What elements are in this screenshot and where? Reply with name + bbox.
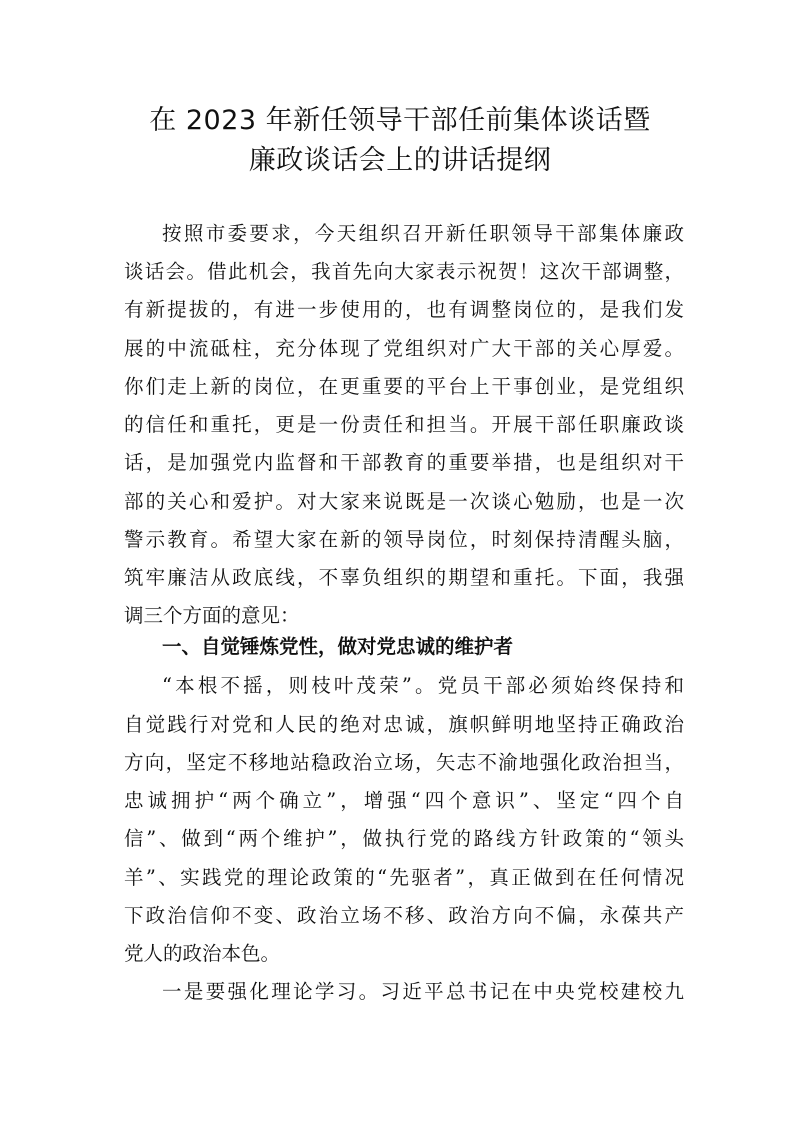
paragraph-2-line-6: 羊”、实践党的理论政策的“先驱者”，真正做到在任何情况 bbox=[124, 866, 684, 889]
paragraph-2-line-8: 党人的政治本色。 bbox=[124, 942, 281, 965]
document-title-line-2: 廉政谈话会上的讲话提纲 bbox=[248, 145, 552, 176]
paragraph-3-line-1: 一是要强化理论学习。习近平总书记在中央党校建校九 bbox=[162, 980, 684, 1003]
paragraph-2-line-3: 方向，坚定不移地站稳政治立场，矢志不渝地强化政治担当， bbox=[124, 751, 684, 774]
paragraph-2-line-2: 自觉践行对党和人民的绝对忠诚，旗帜鲜明地坚持正确政治 bbox=[124, 713, 684, 736]
paragraph-1-line-4: 展的中流砥柱，充分体现了党组织对广大干部的关心厚爱。 bbox=[124, 337, 684, 360]
paragraph-1-line-8: 部的关心和爱护。对大家来说既是一次谈心勉励，也是一次 bbox=[124, 490, 684, 513]
paragraph-1-line-11: 调三个方面的意见： bbox=[124, 604, 300, 627]
paragraph-1-line-9: 警示教育。希望大家在新的领导岗位，时刻保持清醒头脑， bbox=[124, 528, 684, 551]
paragraph-1-line-6: 的信任和重托，更是一份责任和担当。开展干部任职廉政谈 bbox=[124, 413, 684, 436]
document-title-line-1: 在 2023 年新任领导干部任前集体谈话暨 bbox=[149, 105, 651, 136]
paragraph-1-line-2: 谈话会。借此机会，我首先向大家表示祝贺！这次干部调整， bbox=[124, 260, 684, 283]
paragraph-1-line-1: 按照市委要求，今天组织召开新任职领导干部集体廉政 bbox=[162, 222, 684, 245]
paragraph-2-line-5: 信”、做到“两个维护”，做执行党的路线方针政策的“领头 bbox=[124, 827, 684, 850]
paragraph-2-line-1: “本根不摇，则枝叶茂荣”。党员干部必须始终保持和 bbox=[162, 674, 684, 697]
paragraph-1-line-3: 有新提拔的，有进一步使用的，也有调整岗位的，是我们发 bbox=[124, 298, 684, 321]
section-heading-1: 一、自觉锤炼党性，做对党忠诚的维护者 bbox=[162, 635, 514, 658]
paragraph-1-line-10: 筑牢廉洁从政底线，不辜负组织的期望和重托。下面，我强 bbox=[124, 566, 684, 589]
paragraph-2-line-7: 下政治信仰不变、政治立场不移、政治方向不偏，永葆共产 bbox=[124, 904, 684, 927]
paragraph-1-line-5: 你们走上新的岗位，在更重要的平台上干事创业，是党组织 bbox=[124, 375, 684, 398]
paragraph-1-line-7: 话，是加强党内监督和干部教育的重要举措，也是组织对干 bbox=[124, 451, 684, 474]
paragraph-2-line-4: 忠诚拥护“两个确立”，增强“四个意识”、坚定“四个自 bbox=[124, 789, 684, 812]
